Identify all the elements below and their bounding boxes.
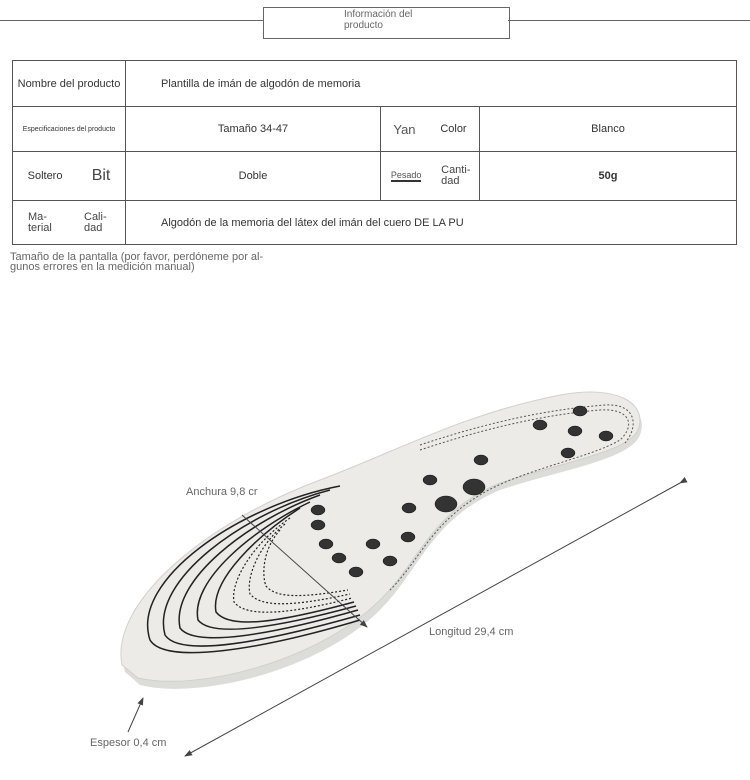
thickness-arrow [128,698,143,732]
weight-label-b: Canti-dad [441,164,471,187]
spec-label: Especificaciones del producto [13,107,126,152]
unit-value: Doble [126,152,381,201]
product-spec-table [12,60,737,245]
header-rule-right [508,20,750,21]
color-label-cell [381,107,480,152]
color-label-b: Color [440,123,467,135]
material-label-a: Ma-terial [28,210,52,234]
measurement-note: Tamaño de la pantalla (por favor, perdóneme por al-gunos errores en la medición manual) [10,251,264,273]
material-label-cell [13,201,126,245]
width-label: Anchura 9,8 cr [186,486,258,498]
length-label: Longitud 29,4 cm [429,626,514,638]
table-row [13,152,737,201]
spec-value: Tamaño 34-47 [126,107,381,152]
weight-label-cell [381,152,480,201]
product-name-value: Plantilla de imán de algodón de memoria [126,61,737,107]
insole-surface [121,392,640,681]
product-name-label: Nombre del producto [13,61,126,107]
weight-label-a: Pesado [390,169,422,180]
material-label-b: Cali-dad [84,210,107,234]
unit-label-a: Soltero [27,170,63,182]
insole-illustration [0,280,750,780]
table-row [13,107,737,152]
table-row [13,61,737,107]
unit-label-cell [13,152,126,201]
header-rule-left [0,20,264,21]
section-title: Información del producto [344,9,413,31]
table-row [13,201,737,245]
unit-label-b: Bit [91,167,111,184]
weight-value: 50g [480,152,737,201]
thickness-label: Espesor 0,4 cm [90,737,167,749]
material-value: Algodón de la memoria del látex del imán del cuero DE LA PU [126,201,737,245]
color-value: Blanco [480,107,737,152]
color-label-a: Yan [393,121,416,137]
